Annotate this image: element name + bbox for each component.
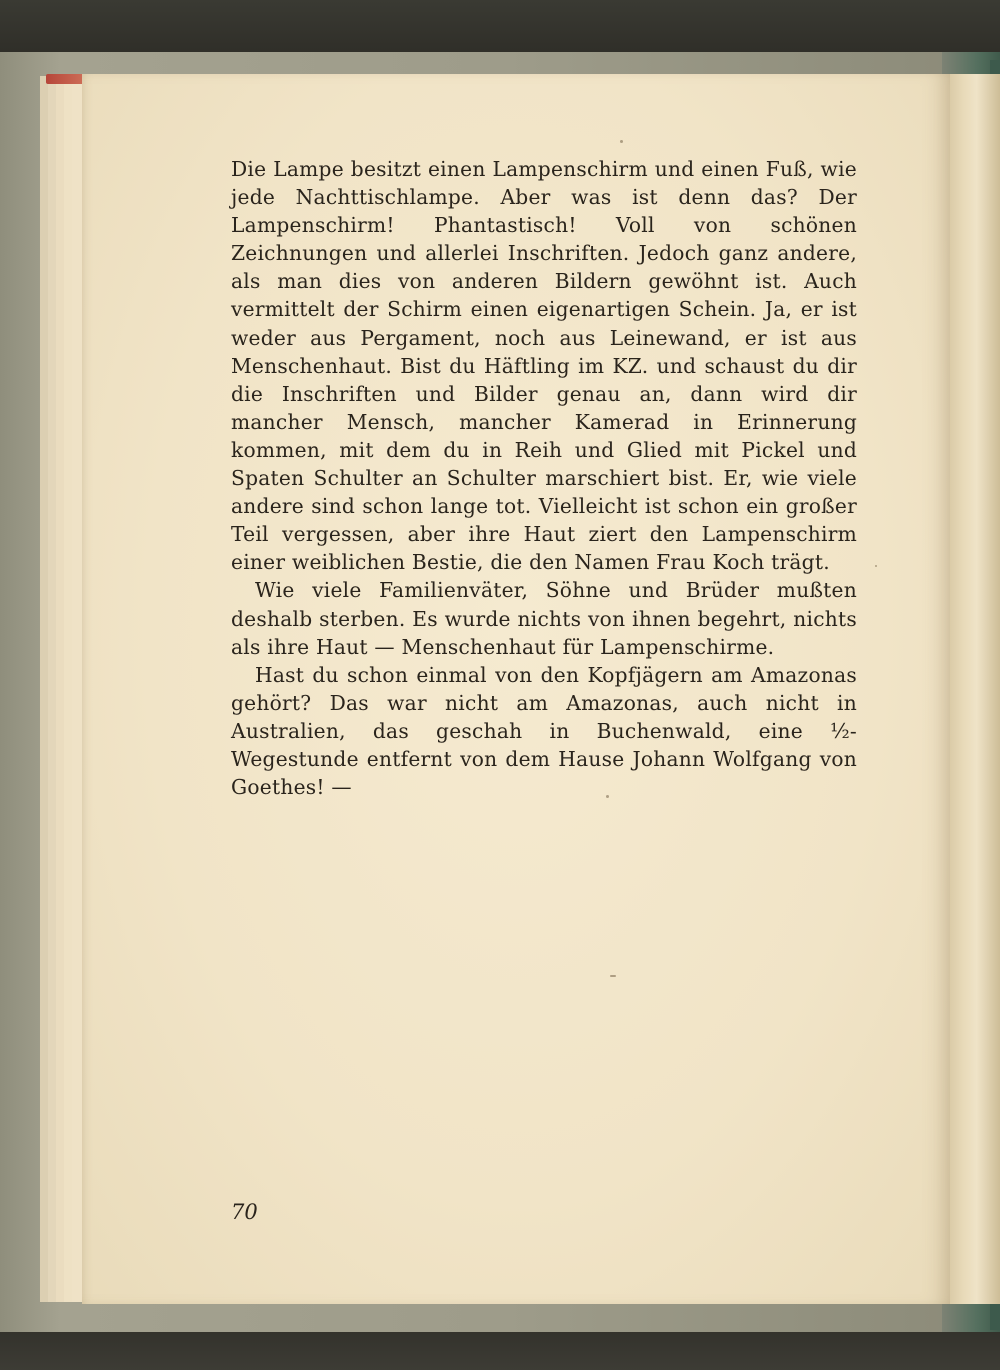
paragraph: Wie viele Familienväter, Söhne und Brüder mußten deshalb sterben. Es wurde nichts von ihnen begehrt, nichts als ihre Haut — Menschenhaut für Lampenschirme. (231, 578, 857, 659)
paper-speck (620, 140, 623, 143)
paper-speck (610, 975, 616, 977)
paragraph: Hast du schon einmal von den Kopfjägern am Amazonas gehört? Das war nicht am Amazonas, auch nicht in Australien, das geschah in Buchenwald, eine ½-Wegestunde entfernt von dem Hause Johann Wolfgang von Goethes! — (231, 662, 857, 800)
page-number: 70 (231, 1200, 258, 1224)
paper-speck (875, 565, 877, 567)
body-text (231, 155, 857, 801)
page-gutter (948, 74, 1000, 1304)
paragraph: Die Lampe besitzt einen Lampenschirm und einen Fuß, wie jede Nachttischlampe. Aber was ist denn das? Der Lampenschirm! Phantastisch! Voll von schönen Zeichnungen und allerlei Inschriften. Jedoch ganz andere, als man dies von anderen Bildern gewöhnt ist. Auch vermittelt der Schirm einen eigenartigen Schein. Ja, er ist weder aus Pergament, noch aus Leinewand, er ist aus Menschenhaut. Bist du Häftling im KZ. und schaust du dir die Inschriften und Bilder genau an, dann wird dir mancher Mensch, mancher Kamerad in Erinnerung kommen, mit dem du in Reih und Glied mit Pickel und Spaten Schulter an Schulter marschiert bist. Er, wie viele andere sind schon lange tot. Vielleicht ist schon ein großer Teil vergessen, aber ihre Haut ziert den Lampenschirm einer weiblichen Bestie, die den Namen Frau Koch trägt. (231, 157, 857, 575)
